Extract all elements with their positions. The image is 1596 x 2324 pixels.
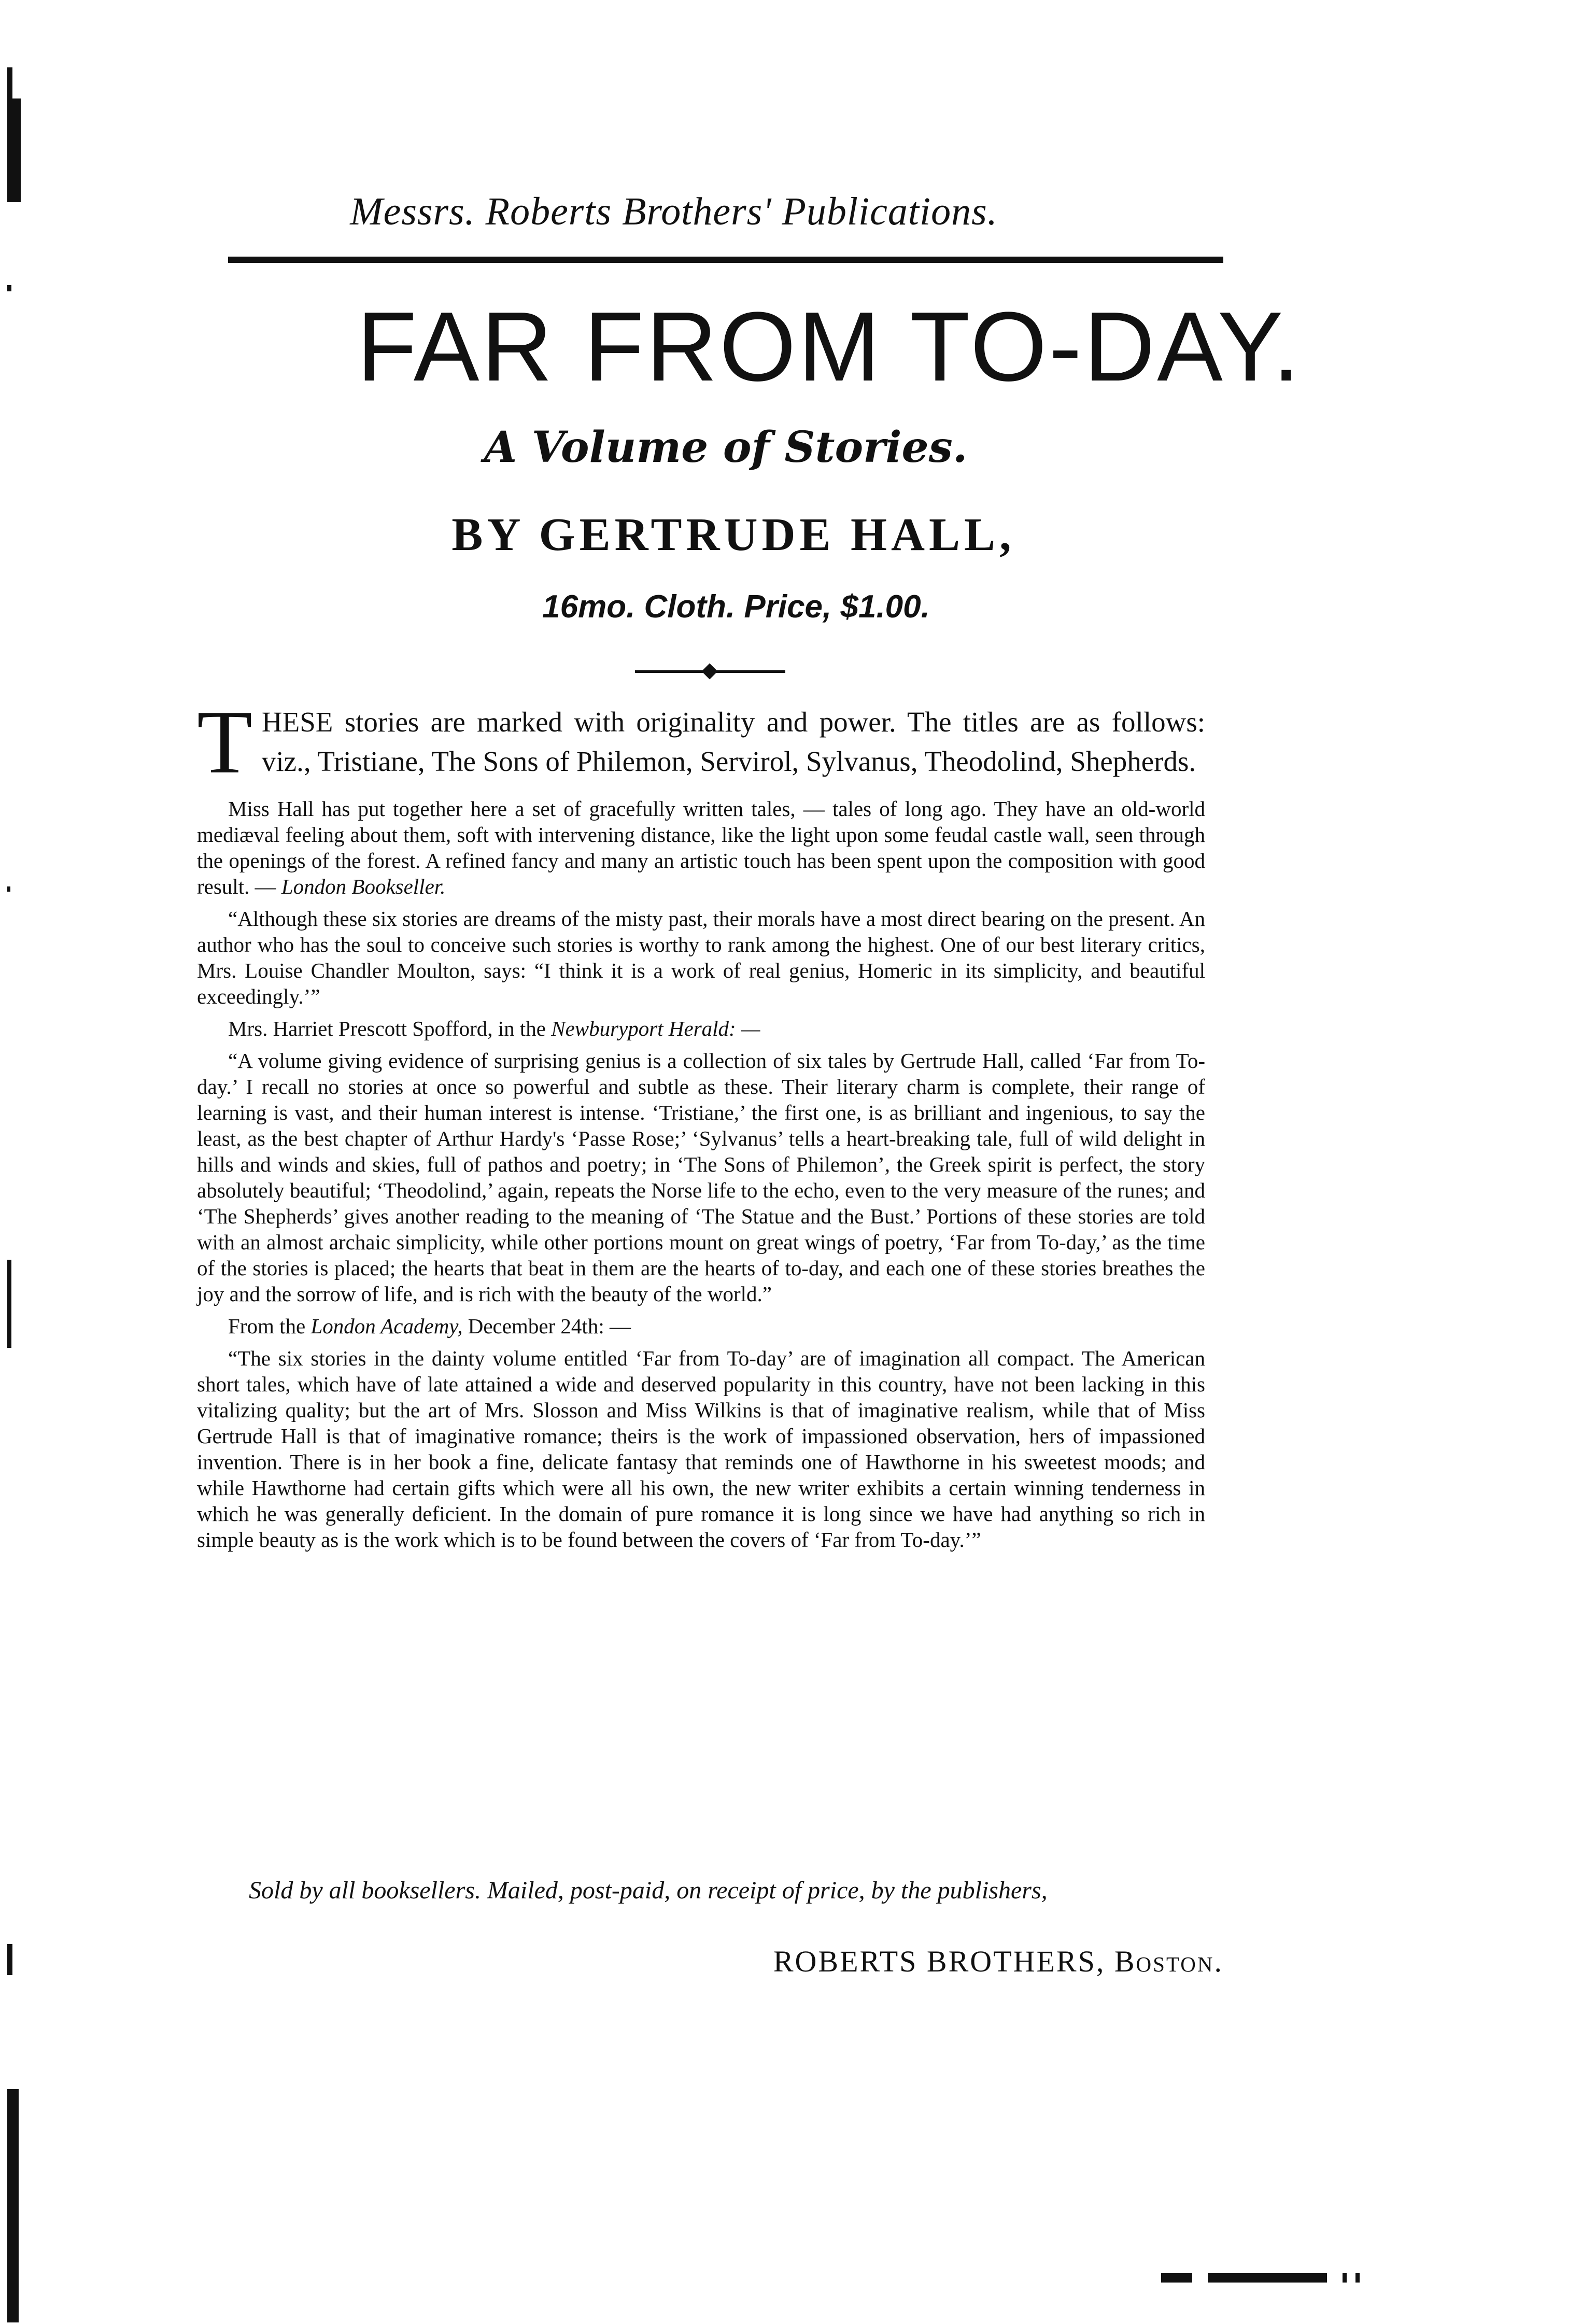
- diamond-ornament-icon: [701, 663, 717, 679]
- scan-mark: [1208, 2273, 1327, 2283]
- intro-text: HESE stories are marked with originality and power. The titles are as follows: viz., Tristiane, The Sons of Philemon, Servirol, Sylvanus, Theodolind, Shepherds.: [261, 706, 1205, 777]
- review-paragraph: [197, 1345, 1205, 1553]
- running-header: Messrs. Roberts Brothers' Publications.: [350, 190, 998, 233]
- review-source: Newburyport Herald: —: [551, 1017, 760, 1040]
- review-paragraph: [197, 1048, 1205, 1307]
- review-paragraph: [197, 796, 1205, 899]
- book-title: FAR FROM TO-DAY.: [357, 292, 1302, 402]
- author-line: BY GERTRUDE HALL,: [451, 509, 1015, 560]
- review-source: London Academy,: [310, 1314, 463, 1338]
- attribution-text: From the: [228, 1314, 306, 1338]
- scan-mark: [1161, 2273, 1192, 2283]
- intro-paragraph: [197, 692, 1205, 792]
- review-paragraph: [197, 906, 1205, 1009]
- ornament-divider: [635, 664, 785, 679]
- review-text: Miss Hall has put together here a set of gracefully written tales, — tales of long ago. They have an old-world mediæval feeling about them, soft with intervening distance, like the light upon some feudal castle wall, seen through the openings of the forest. A refined fancy and many an artistic touch has been spent upon the composition with good result. —: [197, 797, 1205, 898]
- body-text: [197, 692, 1205, 1559]
- scan-edge-artifact: [7, 67, 21, 2271]
- drop-cap: T: [197, 692, 252, 792]
- review-text: “A volume giving evidence of surprising genius is a collection of six tales by Gertrude Hall, called ‘Far from To-day.’ I recall no stories at once so powerful and subtle as these. Their literary charm is complete, their range of learning is vast, and their human interest is intense. ‘Tristiane,’ the first one, is as brilliant and ingenious, to say the least, as the best chapter of Arthur Hardy's ‘Passe Rose;’ ‘Sylvanus’ tells a heart-breaking tale, full of wild delight in hills and winds and skies, full of pathos and poetry; in ‘The Sons of Philemon’, the Greek spirit is perfect, the story absolutely beautiful; ‘Theodolind,’ again, repeats the Norse life to the echo, even to the very measure of the runes; and ‘The Shepherds’ gives another reading to the meaning of ‘The Statue and the Bust.’ Portions of these stories are told with an almost archaic simplicity, while other portions mount on great wings of poetry, ‘Far from To-day,’ as the time of the stories is placed; the hearts that beat in them are the hearts of to-day, and each one of these stories breathes the joy and the sorrow of life, and is rich with the beauty of the world.”: [197, 1049, 1205, 1306]
- publisher-imprint: [586, 1944, 1223, 1979]
- review-attribution: [197, 1313, 1205, 1339]
- review-source: London Bookseller.: [281, 875, 446, 898]
- publisher-city: Boston.: [1114, 1945, 1223, 1978]
- scan-mark: [1343, 2273, 1347, 2283]
- price-line: 16mo. Cloth. Price, $1.00.: [542, 589, 930, 625]
- header-rule: [228, 257, 1223, 263]
- book-subtitle: A Volume of Stories.: [484, 422, 968, 472]
- scan-mark: [1355, 2273, 1360, 2283]
- review-date: December 24th: —: [468, 1314, 631, 1338]
- review-text: “The six stories in the dainty volume entitled ‘Far from To-day’ are of imagination all compact. The American short tales, which have of late attained a wide and deserved popularity in this country, have not been lacking in this vitalizing quality; but the art of Mrs. Slosson and Miss Wilkins is that of imaginative realism, while that of Miss Gertrude Hall is that of imaginative romance; theirs is the work of impassioned observation, hers of impassioned invention. There is in her book a fine, delicate fantasy that reminds one of Hawthorne in his sweetest moods; and while Hawthorne had certain gifts which were all his own, the new writer exhibits a certain winning tenderness in which he was generally deficient. In the domain of pure romance it is long since we have had anything so rich in simple beauty as is the work which is to be found between the covers of ‘Far from To-day.’”: [197, 1346, 1205, 1552]
- publisher-name: ROBERTS BROTHERS,: [773, 1945, 1106, 1978]
- sales-note: Sold by all booksellers. Mailed, post-paid, on receipt of price, by the publishers,: [249, 1877, 1048, 1904]
- review-text: “Although these six stories are dreams of the misty past, their morals have a most direct bearing on the present. An author who has the soul to conceive such stories is worthy to rank among the highest. One of our best literary critics, Mrs. Louise Chandler Moulton, says: “I think it is a work of real genius, Homeric in its simplicity, and beautiful exceedingly.’”: [197, 907, 1205, 1008]
- review-attribution: [197, 1016, 1205, 1041]
- attribution-text: Mrs. Harriet Prescott Spofford, in the: [228, 1017, 546, 1040]
